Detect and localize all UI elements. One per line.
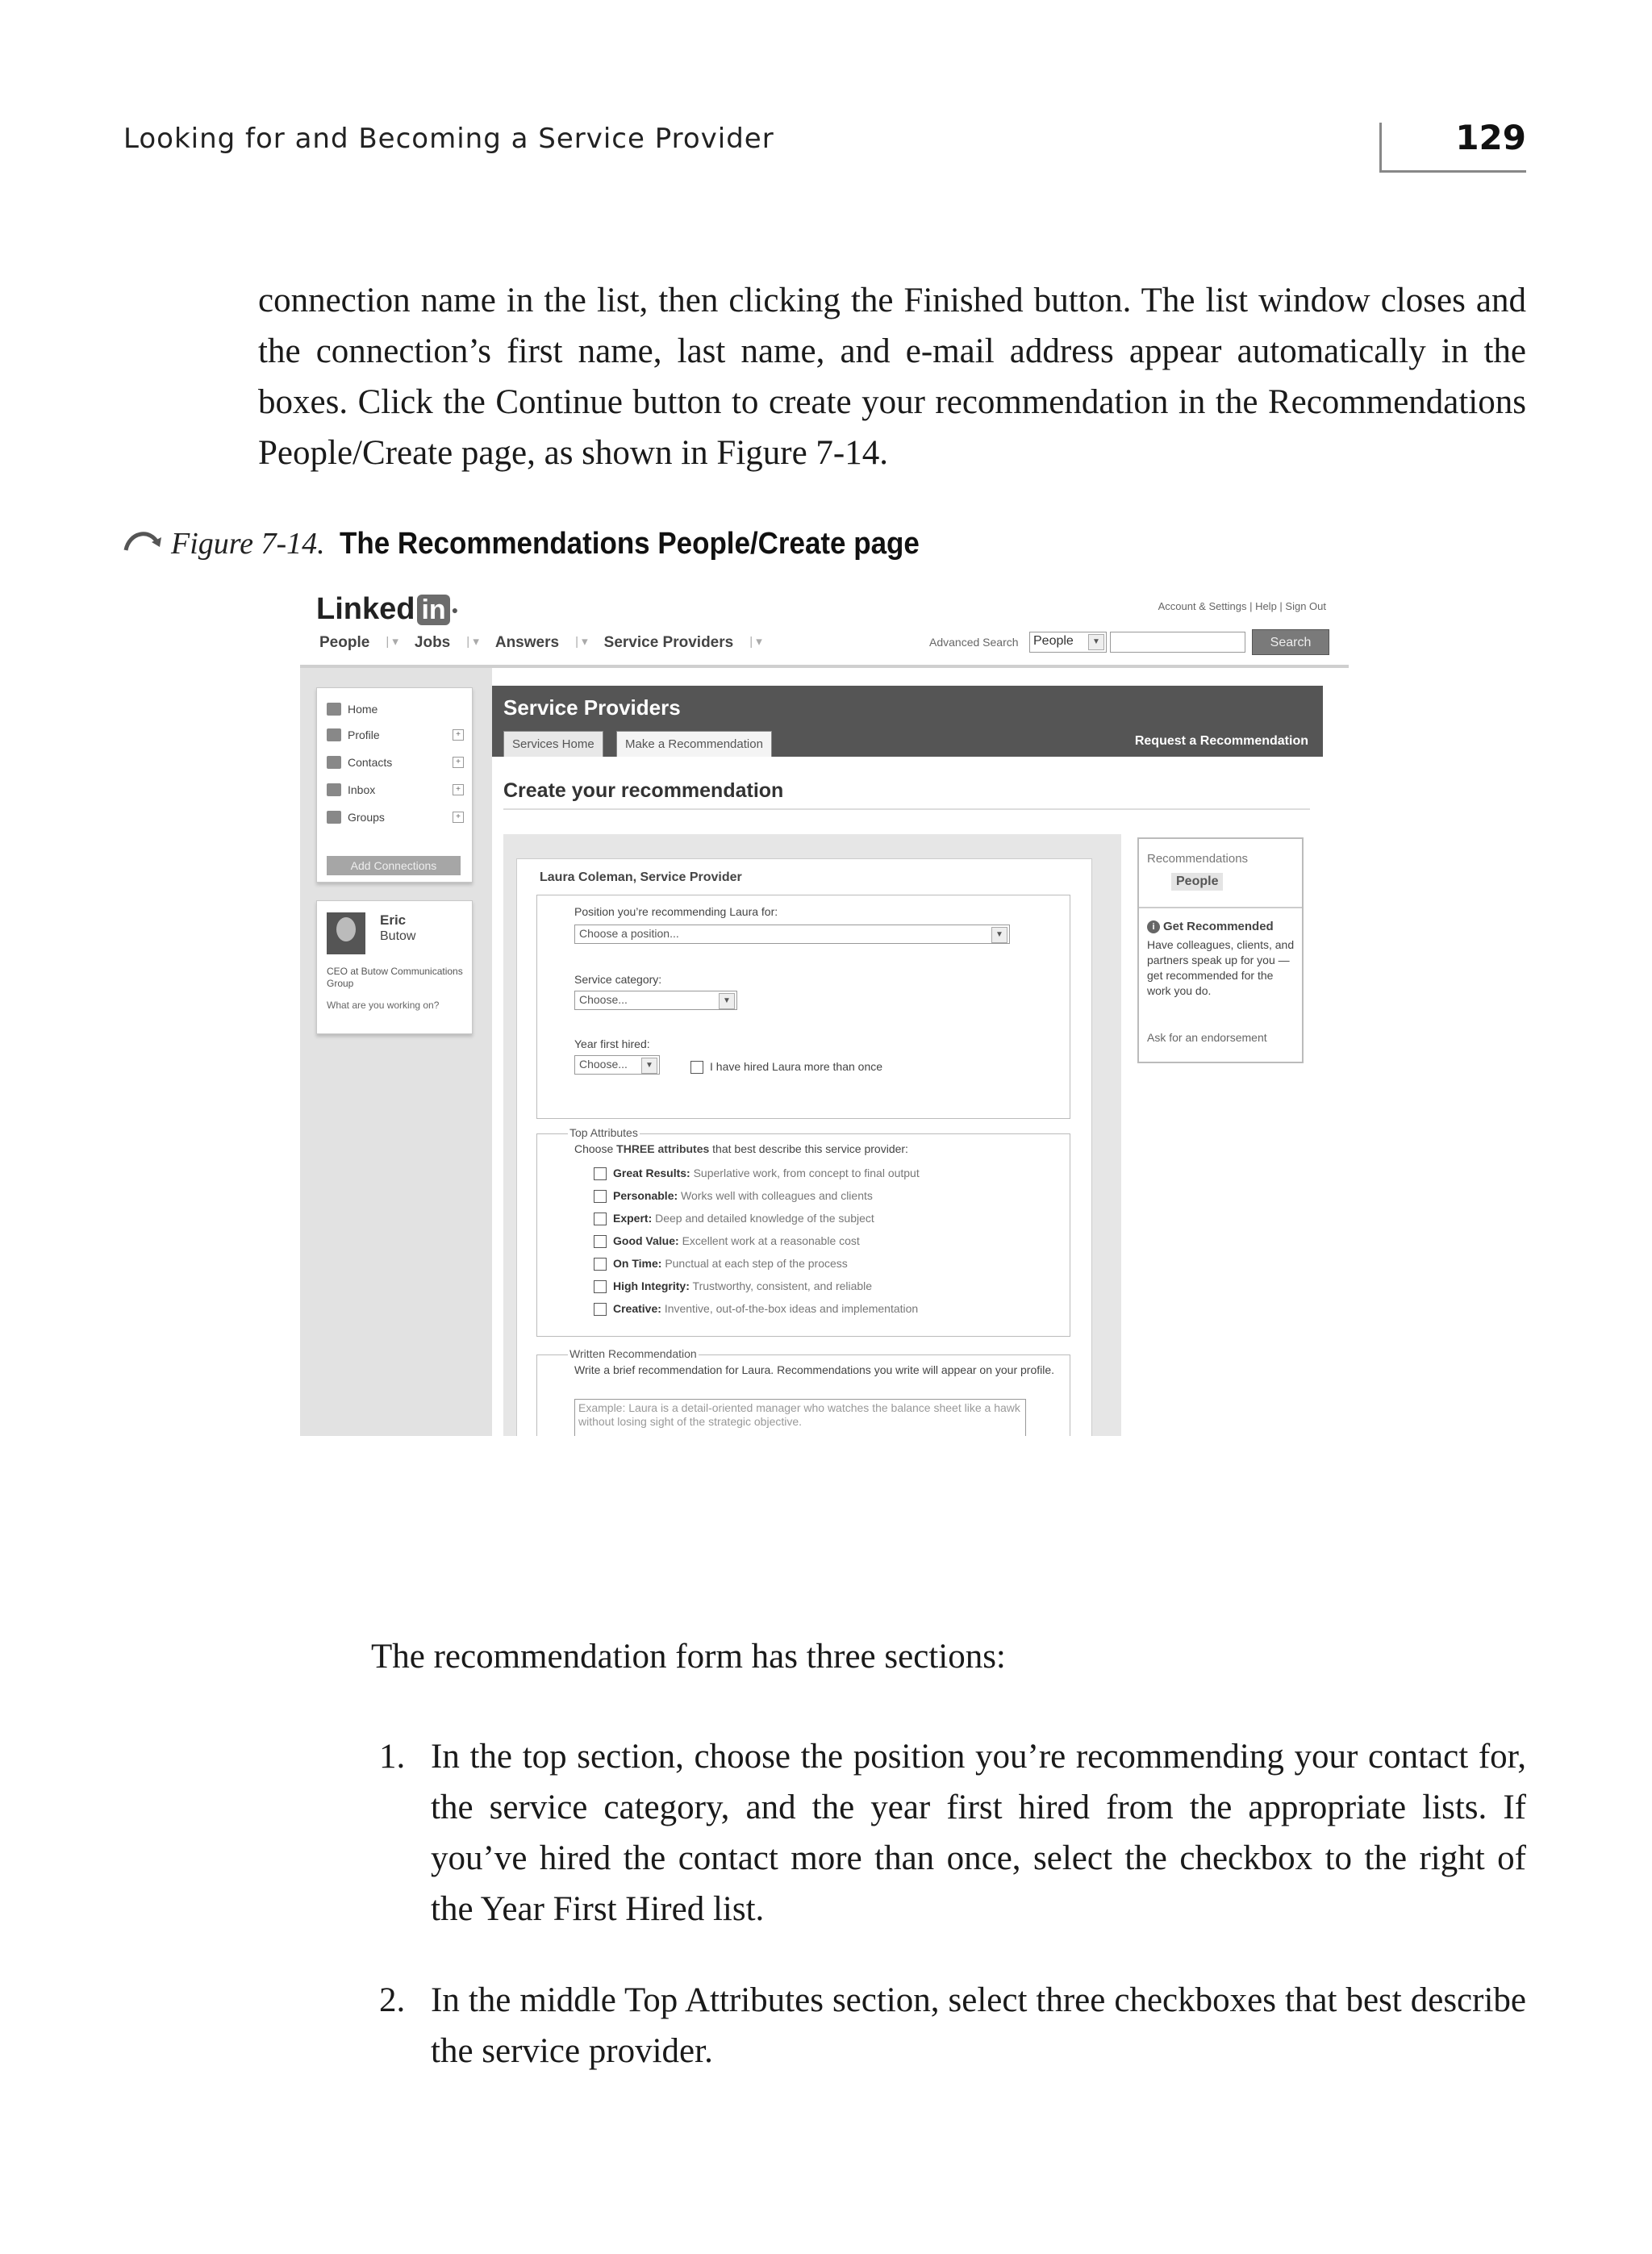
info-icon: i (1147, 920, 1160, 933)
written-instruction: Write a brief recommendation for Laura. Recommendations you write will appear on your profile. (574, 1363, 1055, 1376)
category-value: Choose... (579, 993, 628, 1006)
logo-text: Linked (316, 592, 415, 626)
chevron-down-icon: ▼ (641, 1058, 657, 1074)
attribute-name: Good Value: (613, 1234, 679, 1247)
profile-title: CEO at Butow Communications Group (327, 966, 463, 989)
attribute-name: Creative: (613, 1302, 661, 1315)
nav-service-providers[interactable]: Service Providers (603, 634, 734, 651)
hired-more-option[interactable] (690, 1060, 882, 1074)
sections-paragraph: The recommendation form has three sections: (371, 1638, 1006, 1676)
attributes-legend: Top Attributes (569, 1126, 638, 1139)
sidebar-item-inbox[interactable] (327, 783, 464, 796)
profile-first-name: Eric (380, 912, 407, 928)
attribute-good-value[interactable] (594, 1234, 860, 1248)
expand-icon[interactable]: + (453, 729, 464, 741)
attribute-checkbox[interactable] (594, 1303, 607, 1316)
figure-label: Figure 7-14. (171, 527, 325, 561)
attribute-checkbox[interactable] (594, 1190, 607, 1203)
chevron-down-icon[interactable]: | ▾ (575, 635, 588, 649)
attribute-desc: Works well with colleagues and clients (681, 1189, 873, 1202)
provider-name: Laura Coleman, Service Provider (540, 870, 742, 884)
list-text: In the middle Top Attributes section, select three checkboxes that best describe the service provider. (431, 1981, 1526, 2070)
tab-services-home[interactable]: Services Home (503, 731, 603, 757)
main-nav (319, 634, 762, 652)
attributes-instruction (574, 1142, 908, 1155)
nav-jobs[interactable]: Jobs (414, 634, 451, 651)
running-header-title: Looking for and Becoming a Service Provider (123, 123, 774, 155)
advanced-search-link[interactable]: Advanced Search (929, 636, 1019, 649)
attribute-desc: Punctual at each step of the process (665, 1257, 848, 1270)
list-item (379, 1975, 1526, 2077)
year-label: Year first hired: (574, 1037, 650, 1050)
people-tab[interactable]: People (1171, 873, 1223, 891)
instruction-pre: Choose (574, 1142, 617, 1155)
details-section (536, 895, 1070, 1119)
attribute-checkbox[interactable] (594, 1235, 607, 1248)
list-number: 2. (379, 1981, 406, 2019)
page-number: 129 (1455, 118, 1526, 157)
sidebar-item-profile[interactable] (327, 728, 464, 741)
search-scope-value: People (1033, 634, 1074, 648)
expand-icon[interactable]: + (453, 757, 464, 768)
section-title: Service Providers (503, 695, 681, 720)
avatar[interactable] (327, 912, 365, 954)
box-divider (1139, 907, 1302, 908)
main-content (492, 668, 1349, 1436)
recommendation-form (516, 858, 1092, 1436)
attribute-desc: Deep and detailed knowledge of the subject (655, 1212, 874, 1225)
attribute-on-time[interactable] (594, 1257, 848, 1271)
chevron-down-icon[interactable]: | ▾ (749, 635, 762, 649)
search-input[interactable] (1110, 632, 1245, 653)
linkedin-screenshot (300, 587, 1349, 1436)
expand-icon[interactable]: + (453, 784, 464, 795)
attribute-name: On Time: (613, 1257, 662, 1270)
figure-caption (123, 526, 970, 561)
curved-arrow-icon (123, 526, 165, 553)
chevron-down-icon: ▼ (1088, 634, 1104, 650)
sidebar-item-label: Profile (348, 728, 380, 741)
chevron-down-icon[interactable]: | ▾ (386, 635, 398, 649)
get-recommended-heading[interactable] (1147, 920, 1274, 933)
nav-people[interactable]: People (319, 634, 370, 651)
attribute-desc: Superlative work, from concept to final output (693, 1167, 920, 1179)
list-text: In the top section, choose the position you’re recommending your contact for, the service category, and the year first hired from the appropriate lists. If you’ve hired the contact more than once, select the checkbox to the right of the Year First Hired list. (431, 1738, 1526, 1928)
attribute-expert[interactable] (594, 1212, 874, 1225)
written-legend: Written Recommendation (569, 1347, 697, 1360)
linkedin-logo (316, 592, 458, 627)
logo-registered-icon: ● (451, 603, 459, 616)
list-number: 1. (379, 1738, 406, 1776)
expand-icon[interactable]: + (453, 812, 464, 823)
nav-answers[interactable]: Answers (494, 634, 560, 651)
year-value: Choose... (579, 1058, 628, 1071)
attribute-great-results[interactable] (594, 1167, 920, 1180)
profile-card (316, 900, 473, 1034)
intro-paragraph: connection name in the list, then clicking the Finished button. The list window closes and the connection’s first name, last name, and e-mail address appear automatically in the boxes. Click the Continue button to create your recommendation in the Recommendations People/Create page, as shown in Figure 7-14. (258, 282, 1526, 472)
endorsement-link[interactable]: Ask for an endorsement (1147, 1031, 1267, 1044)
hired-more-checkbox[interactable] (690, 1061, 703, 1074)
year-select[interactable] (574, 1055, 660, 1075)
get-recommended-text: Have colleagues, clients, and partners speak up for you — get recommended for the work you do. (1147, 938, 1295, 997)
person-icon (327, 728, 341, 741)
add-connections-button[interactable]: Add Connections (327, 856, 461, 875)
attribute-checkbox[interactable] (594, 1213, 607, 1225)
tab-make-recommendation[interactable]: Make a Recommendation (616, 731, 772, 757)
heading-divider (503, 808, 1310, 810)
attribute-name: Great Results: (613, 1167, 690, 1179)
figure-title: The Recommendations People/Create page (339, 527, 920, 561)
attribute-desc: Excellent work at a reasonable cost (682, 1234, 860, 1247)
groups-icon (327, 811, 341, 824)
sidebar-item-label: Home (348, 703, 378, 716)
chevron-down-icon[interactable]: | ▾ (466, 635, 479, 649)
page-number-rule-horizontal (1379, 170, 1526, 173)
attribute-name: High Integrity: (613, 1279, 690, 1292)
attribute-checkbox[interactable] (594, 1280, 607, 1293)
sidebar-item-label: Inbox (348, 783, 376, 796)
category-select[interactable] (574, 991, 737, 1010)
chevron-down-icon: ▼ (991, 927, 1007, 943)
instruction-bold: THREE attributes (616, 1142, 710, 1155)
contacts-icon (327, 756, 341, 769)
sidebar-item-contacts[interactable] (327, 756, 464, 769)
request-recommendation-link[interactable]: Request a Recommendation (1134, 734, 1308, 748)
profile-last-name: Butow (380, 929, 416, 943)
position-value: Choose a position... (579, 927, 679, 940)
written-recommendation-section (536, 1347, 1070, 1436)
sidebar-item-home[interactable] (327, 703, 464, 716)
list-item (379, 1731, 1526, 1935)
sidebar-item-label: Groups (348, 811, 385, 824)
recommendations-title: Recommendations (1147, 852, 1249, 866)
attribute-name: Personable: (613, 1189, 678, 1202)
position-label: Position you’re recommending Laura for: (574, 905, 778, 918)
attribute-name: Expert: (613, 1212, 653, 1225)
sidebar (316, 687, 473, 883)
attribute-checkbox[interactable] (594, 1258, 607, 1271)
attribute-creative[interactable] (594, 1302, 918, 1316)
inbox-icon (327, 783, 341, 796)
account-links[interactable]: Account & Settings | Help | Sign Out (1158, 600, 1326, 612)
search-scope-select[interactable] (1029, 632, 1107, 653)
attribute-checkbox[interactable] (594, 1167, 607, 1180)
chevron-down-icon: ▼ (719, 993, 735, 1009)
attribute-high-integrity[interactable] (594, 1279, 872, 1293)
attribute-desc: Inventive, out-of-the-box ideas and implementation (664, 1302, 919, 1315)
position-select[interactable] (574, 925, 1010, 944)
page-heading: Create your recommendation (503, 779, 784, 802)
instruction-post: that best describe this service provider: (709, 1142, 908, 1155)
home-icon (327, 703, 341, 716)
recommendations-box (1137, 837, 1304, 1063)
sidebar-item-groups[interactable] (327, 811, 464, 824)
hired-more-label: I have hired Laura more than once (710, 1060, 883, 1073)
get-recommended-label: Get Recommended (1163, 920, 1274, 933)
search-button[interactable]: Search (1252, 629, 1329, 655)
attribute-desc: Trustworthy, consistent, and reliable (692, 1279, 873, 1292)
profile-name[interactable] (380, 912, 415, 945)
service-providers-bar (492, 686, 1323, 757)
status-prompt-link[interactable]: What are you working on? (327, 1000, 440, 1011)
attribute-personable[interactable] (594, 1189, 873, 1203)
recommendation-textarea[interactable]: Example: Laura is a detail-oriented manager who watches the balance sheet like a hawk without losing sight of the strategic objective. (574, 1399, 1026, 1436)
logo-badge: in (417, 595, 449, 625)
sidebar-item-label: Contacts (348, 756, 393, 769)
top-attributes-section (536, 1126, 1070, 1337)
category-label: Service category: (574, 973, 662, 986)
